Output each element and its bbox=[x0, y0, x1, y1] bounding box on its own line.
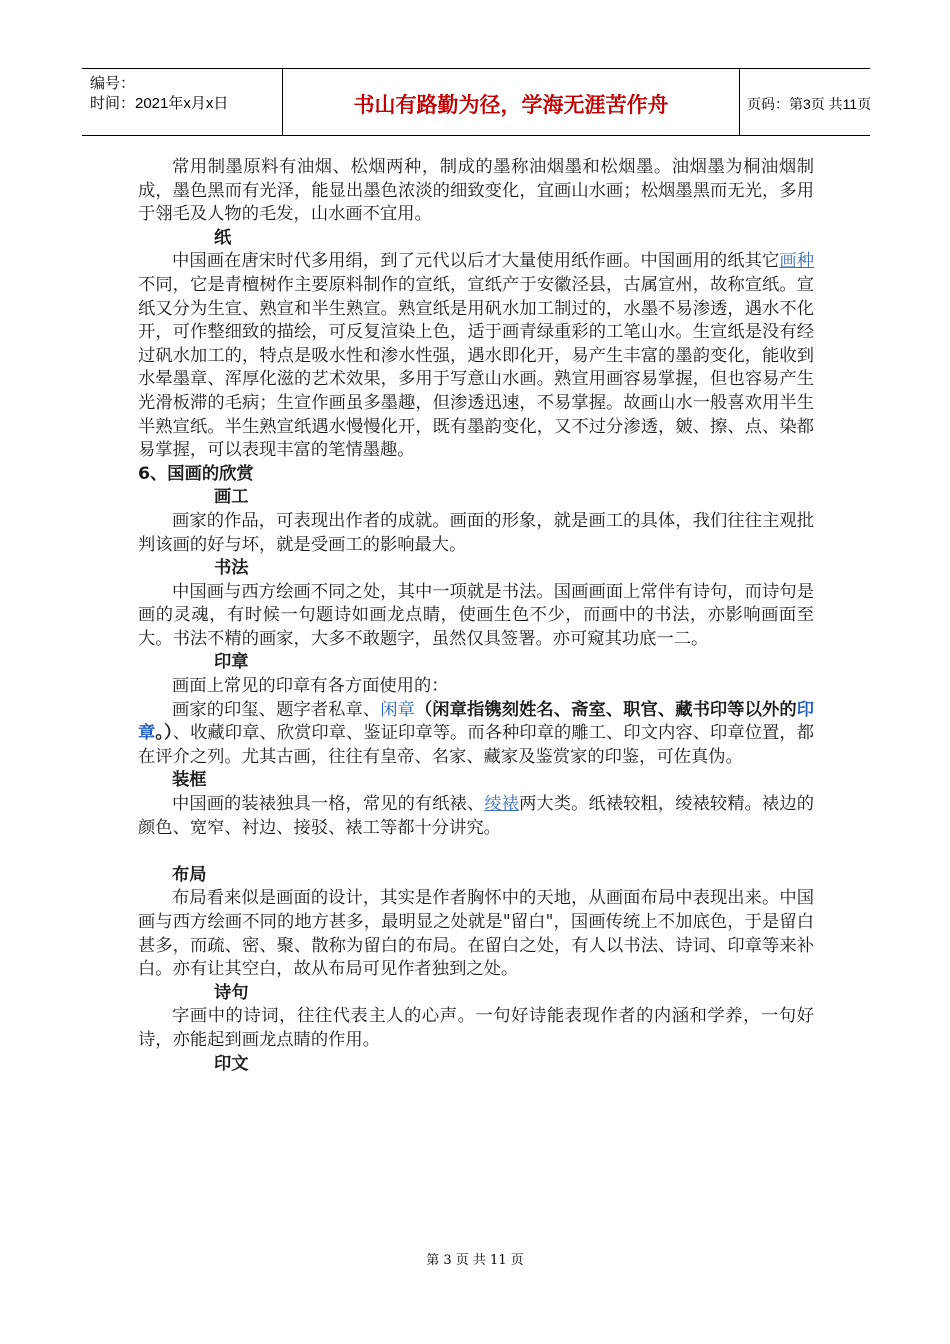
header-meta-cell bbox=[82, 69, 282, 135]
paragraph-seal-text-b: 、收藏印章、欣赏印章、鉴证印章等。而各种印章的雕工、印文内容、印章位置，都在评介之列。尤其古画，往往有皇帝、名家、藏家及鉴赏家的印鉴，可佐真伪。 bbox=[138, 723, 814, 767]
paragraph-mounting bbox=[138, 793, 814, 840]
paragraph-seal-intro: 画面上常见的印章有各方面使用的： bbox=[172, 676, 449, 697]
paragraph-calligraphy: 中国画与西方绘画不同之处，其中一项就是书法。国画画面上常伴有诗句，而诗句是画的灵魂，有时候一句题诗如画龙点睛，使画生色不少，而画中的书法，亦影响画面至大。书法不精的画家，大多不敢题字，虽然仅具签署。亦可窥其功底一二。 bbox=[138, 581, 814, 649]
paragraph-paper-text-b: 不同，它是青檀树作主要原料制作的宣纸，宣纸产于安徽泾县，古属宣州，故称宣纸。宣纸又分为生宣、熟宣和半生熟宣。熟宣纸是用矾水加工制过的，水墨不易渗透，遇水不化开，可作整细致的描绘，可反复渲染上色，适于画青绿重彩的工笔山水。生宣纸是没有经过矾水加工的，特点是吸水性和渗水性强，遇水即化开，易产生丰富的墨韵变化，能收到水晕墨章、浑厚化滋的艺术效果，多用于写意山水画。熟宣用画容易掌握，但也容易产生光滑板滞的毛病；生宣作画虽多墨趣，但渗透迅速，不易掌握。故画山水一般喜欢用半生半熟宣纸。半生熟宣纸遇水慢慢化开，既有墨韵变化，又不过分渗透，皴、擦、点、染都易掌握，可以表现丰富的笔情墨趣。 bbox=[138, 274, 814, 461]
page-footer: 第 3 页 共 11 页 bbox=[426, 1253, 524, 1268]
heading-layout: 布局 bbox=[172, 864, 207, 885]
document-time-label: 时间：2021年x月x日 bbox=[90, 95, 229, 112]
header-page-info: 页码：第3页 共11页 bbox=[747, 96, 872, 112]
paragraph-ink: 常用制墨原料有油烟、松烟两种，制成的墨称油烟墨和松烟墨。油烟墨为桐油烟制成，墨色黑而有光泽，能显出墨色浓淡的细致变化，宜画山水画；松烟墨黑而无光，多用于翎毛及人物的毛发，山水画不宜用。 bbox=[138, 157, 814, 225]
heading-mounting: 装框 bbox=[172, 770, 207, 791]
paragraph-mounting-text-b: 两大类。纸裱较粗，绫裱较精。裱边的颜色、宽窄、衬边、接驳、裱工等都十分讲究。 bbox=[138, 794, 814, 838]
blank-line bbox=[138, 840, 814, 864]
seal-note-end: 。） bbox=[155, 723, 173, 744]
paragraph-mounting-text-a: 中国画的装裱独具一格，常见的有纸裱、 bbox=[172, 794, 485, 815]
header-motto-cell bbox=[282, 69, 740, 135]
paragraph-layout: 布局看来似是画面的设计，其实是作者胸怀中的天地，从画面布局中表现出来。中国画与西方绘画不同的地方甚多，最明显之处就是"留白"，国画传统上不加底色，于是留白甚多，而疏、密、聚、散称为留白的布局。在留白之处，有人以书法、诗词、印章等来补白。亦有让其空白，故从布局可见作者独到之处。 bbox=[138, 888, 814, 980]
header-page-cell bbox=[739, 69, 870, 135]
paragraph-poem: 字画中的诗词，往往代表主人的心声。一句好诗能表现作者的内涵和学养，一句好诗，亦能起到画龙点睛的作用。 bbox=[138, 1006, 814, 1050]
heading-seal: 印章 bbox=[214, 652, 249, 673]
heading-poem: 诗句 bbox=[214, 982, 249, 1003]
link-painting-type[interactable]: 画种 bbox=[779, 251, 814, 272]
term-seal: 印章 bbox=[138, 699, 814, 744]
heading-paper: 纸 bbox=[214, 227, 232, 248]
link-silk-mounting[interactable]: 绫裱 bbox=[484, 794, 520, 815]
heading-calligraphy: 书法 bbox=[214, 558, 249, 579]
paragraph-paper bbox=[138, 250, 814, 462]
header-motto: 书山有路勤为径，学海无涯苦作舟 bbox=[353, 93, 669, 117]
paragraph-paper-text-a: 中国画在唐宋时代多用绢，到了元代以后才大量使用纸作画。中国画用的纸其它 bbox=[172, 251, 780, 272]
section-heading-appreciation: 6、国画的欣赏 bbox=[138, 463, 254, 484]
seal-note: （闲章指镌刻姓名、斋室、职官、藏书印等以外的 bbox=[414, 699, 797, 720]
paragraph-seal-text-a: 画家的印玺、题字者私章、 bbox=[172, 699, 381, 720]
heading-inscription: 印文 bbox=[214, 1053, 249, 1074]
paragraph-craft: 画家的作品，可表现出作者的成就。画面的形象，就是画工的具体，我们往往主观批判该画的好与坏，就是受画工的影响最大。 bbox=[138, 510, 814, 555]
term-leisure-seal: 闲章 bbox=[380, 699, 415, 720]
document-body bbox=[138, 156, 814, 1076]
document-number-label: 编号： bbox=[90, 75, 136, 92]
heading-craft: 画工 bbox=[214, 487, 249, 508]
paragraph-seal-types bbox=[138, 699, 814, 770]
header-table bbox=[82, 68, 870, 136]
